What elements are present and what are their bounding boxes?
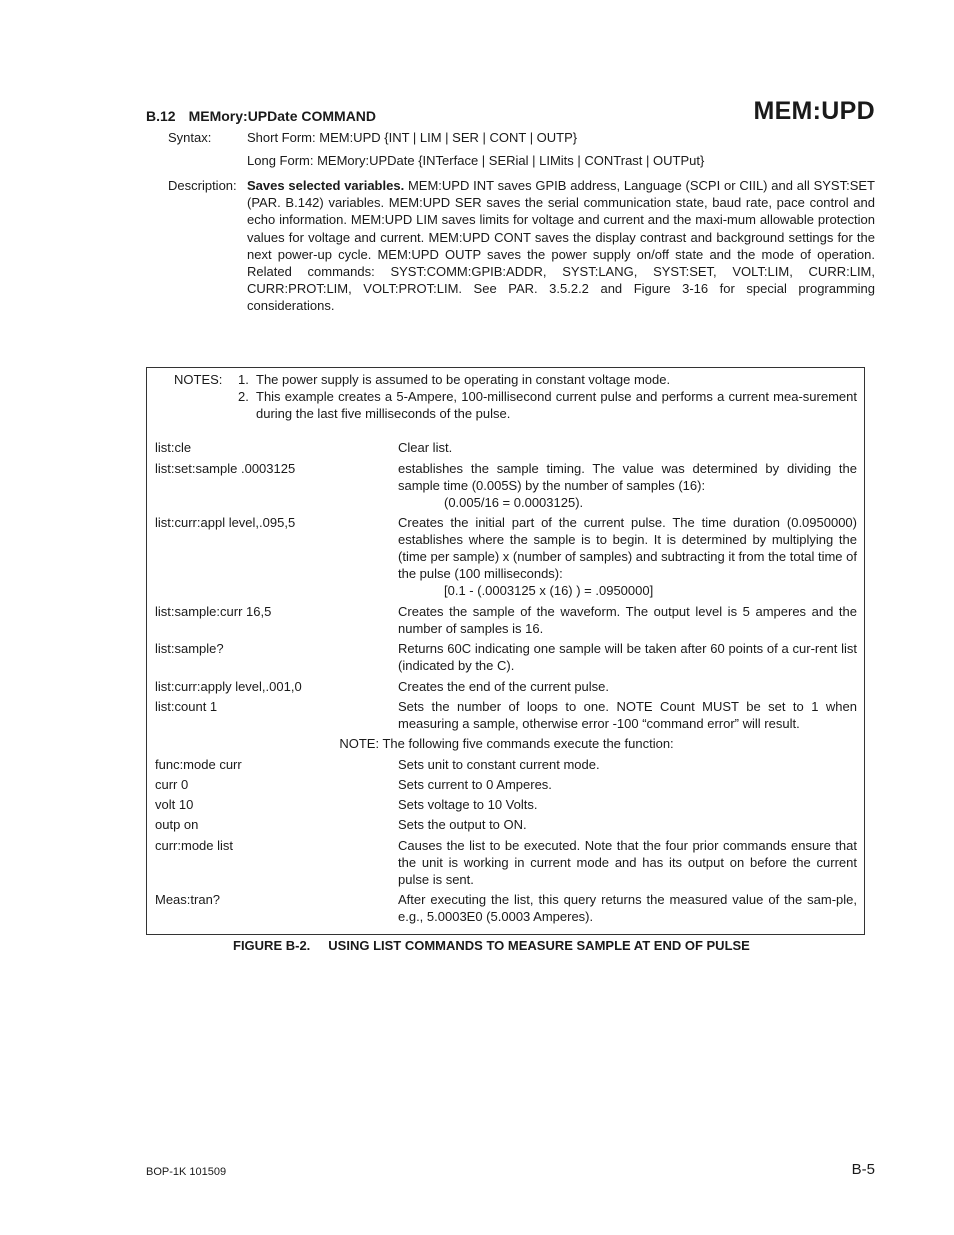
command-text: list:cle (155, 440, 192, 455)
note-number: 2. (238, 389, 249, 404)
footer-doc-id: BOP-1K 101509 (146, 1166, 227, 1178)
command-explanation (398, 460, 857, 511)
description-text: MEM:UPD INT saves GPIB address, Language (SCPI or CIIL) and all SYST:SET (PAR. B.142) variables. MEM:UPD SER saves the serial communication state, baud rate, pace control and echo information. MEM:UPD LIM saves limits for voltage and current and the maxi-mum allowable protection values for voltage and current. MEM:UPD CONT saves the display contrast and background settings for the next power-up cycle. MEM:UPD OUTP saves the power supply on/off state and the mode of operation. Related commands: SYST:COMM:GPIB:ADDR, SYST:LANG, SYST:SET, VOLT:LIM, CURR:LIM, CURR:PROT:LIM, VOLT:PROT:LIM. See PAR. 3.5.2.2 and Figure 3-16 for special programming considerations. (247, 178, 875, 314)
command-explanation: Sets the output to ON. (398, 817, 527, 832)
explanation-formula: [0.1 - (.0003125 x (16) ) = .0950000] (444, 583, 654, 598)
notes-label: NOTES: (174, 372, 223, 387)
command-text: outp on (155, 817, 199, 832)
command-text: curr:mode list (155, 838, 234, 853)
figure-box (146, 367, 865, 935)
command-text: list:sample? (155, 641, 224, 656)
command-text: volt 10 (155, 797, 194, 812)
note-text: The power supply is assumed to be operating in constant voltage mode. (256, 372, 671, 387)
command-explanation: Sets the number of loops to one. NOTE Count MUST be set to 1 when measuring a sample, otherwise error -100 “command error” will result. (398, 699, 857, 731)
figure-caption (233, 938, 750, 953)
page-number: B-5 (851, 1161, 875, 1178)
syntax-long-form: Long Form: MEMory:UPDate {INTerface | SERial | LIMits | CONTrast | OUTPut} (247, 153, 705, 168)
command-explanation: Returns 60C indicating one sample will be taken after 60 points of a cur-rent list (indicated by the C). (398, 641, 857, 673)
command-explanation: Clear list. (398, 440, 453, 455)
command-text: Meas:tran? (155, 892, 221, 907)
syntax-short-form: Short Form: MEM:UPD {INT | LIM | SER | CONT | OUTP} (247, 130, 578, 145)
command-text: list:curr:apply level,.001,0 (155, 679, 302, 694)
description-paragraph (247, 177, 875, 315)
note-number: 1. (238, 372, 249, 387)
command-explanation: Sets voltage to 10 Volts. (398, 797, 538, 812)
command-explanation: Sets unit to constant current mode. (398, 757, 600, 772)
function-note: NOTE: The following five commands execute the function: (339, 736, 674, 751)
explanation-body: establishes the sample timing. The value was determined by dividing the sample time (0.005S) by the number of samples (16): (398, 461, 857, 493)
command-text: list:count 1 (155, 699, 218, 714)
command-title: MEM:UPD (753, 97, 875, 125)
command-text: list:sample:curr 16,5 (155, 604, 272, 619)
command-text: list:set:sample .0003125 (155, 461, 296, 476)
section-heading (146, 108, 376, 124)
command-text: curr 0 (155, 777, 189, 792)
figure-number: FIGURE B-2. (233, 938, 311, 953)
description-label: Description: (168, 178, 237, 193)
figure-title: USING LIST COMMANDS TO MEASURE SAMPLE AT END OF PULSE (328, 938, 750, 953)
section-title: MEMory:UPDate COMMAND (188, 108, 377, 124)
command-explanation: Creates the end of the current pulse. (398, 679, 610, 694)
command-explanation (398, 514, 857, 599)
syntax-label: Syntax: (168, 130, 212, 145)
command-explanation: Creates the sample of the waveform. The output level is 5 amperes and the number of samples is 16. (398, 604, 857, 636)
command-explanation: Causes the list to be executed. Note that the four prior commands ensure that the unit is working in current mode and has its output on before the current pulse is sent. (398, 838, 857, 887)
note-text: This example creates a 5-Ampere, 100-millisecond current pulse and performs a current mea-surement during the last five milliseconds of the pulse. (256, 389, 857, 421)
command-explanation: After executing the list, this query returns the measured value of the sam-ple, e.g., 5.0003E0 (5.0003 Amperes). (398, 892, 857, 924)
explanation-formula: (0.005/16 = 0.0003125). (444, 495, 584, 510)
explanation-body: Creates the initial part of the current pulse. The time duration (0.0950000) establishes where the sample is to begin. It is determined by multiplying the (time per sample) x (number of samples) and subtracting it from the total time of the pulse (100 milliseconds): (398, 515, 857, 581)
description-lead: Saves selected variables. (247, 178, 405, 193)
command-explanation: Sets current to 0 Amperes. (398, 777, 552, 792)
section-number: B.12 (146, 108, 176, 124)
command-text: list:curr:appl level,.095,5 (155, 515, 296, 530)
command-text: func:mode curr (155, 757, 242, 772)
